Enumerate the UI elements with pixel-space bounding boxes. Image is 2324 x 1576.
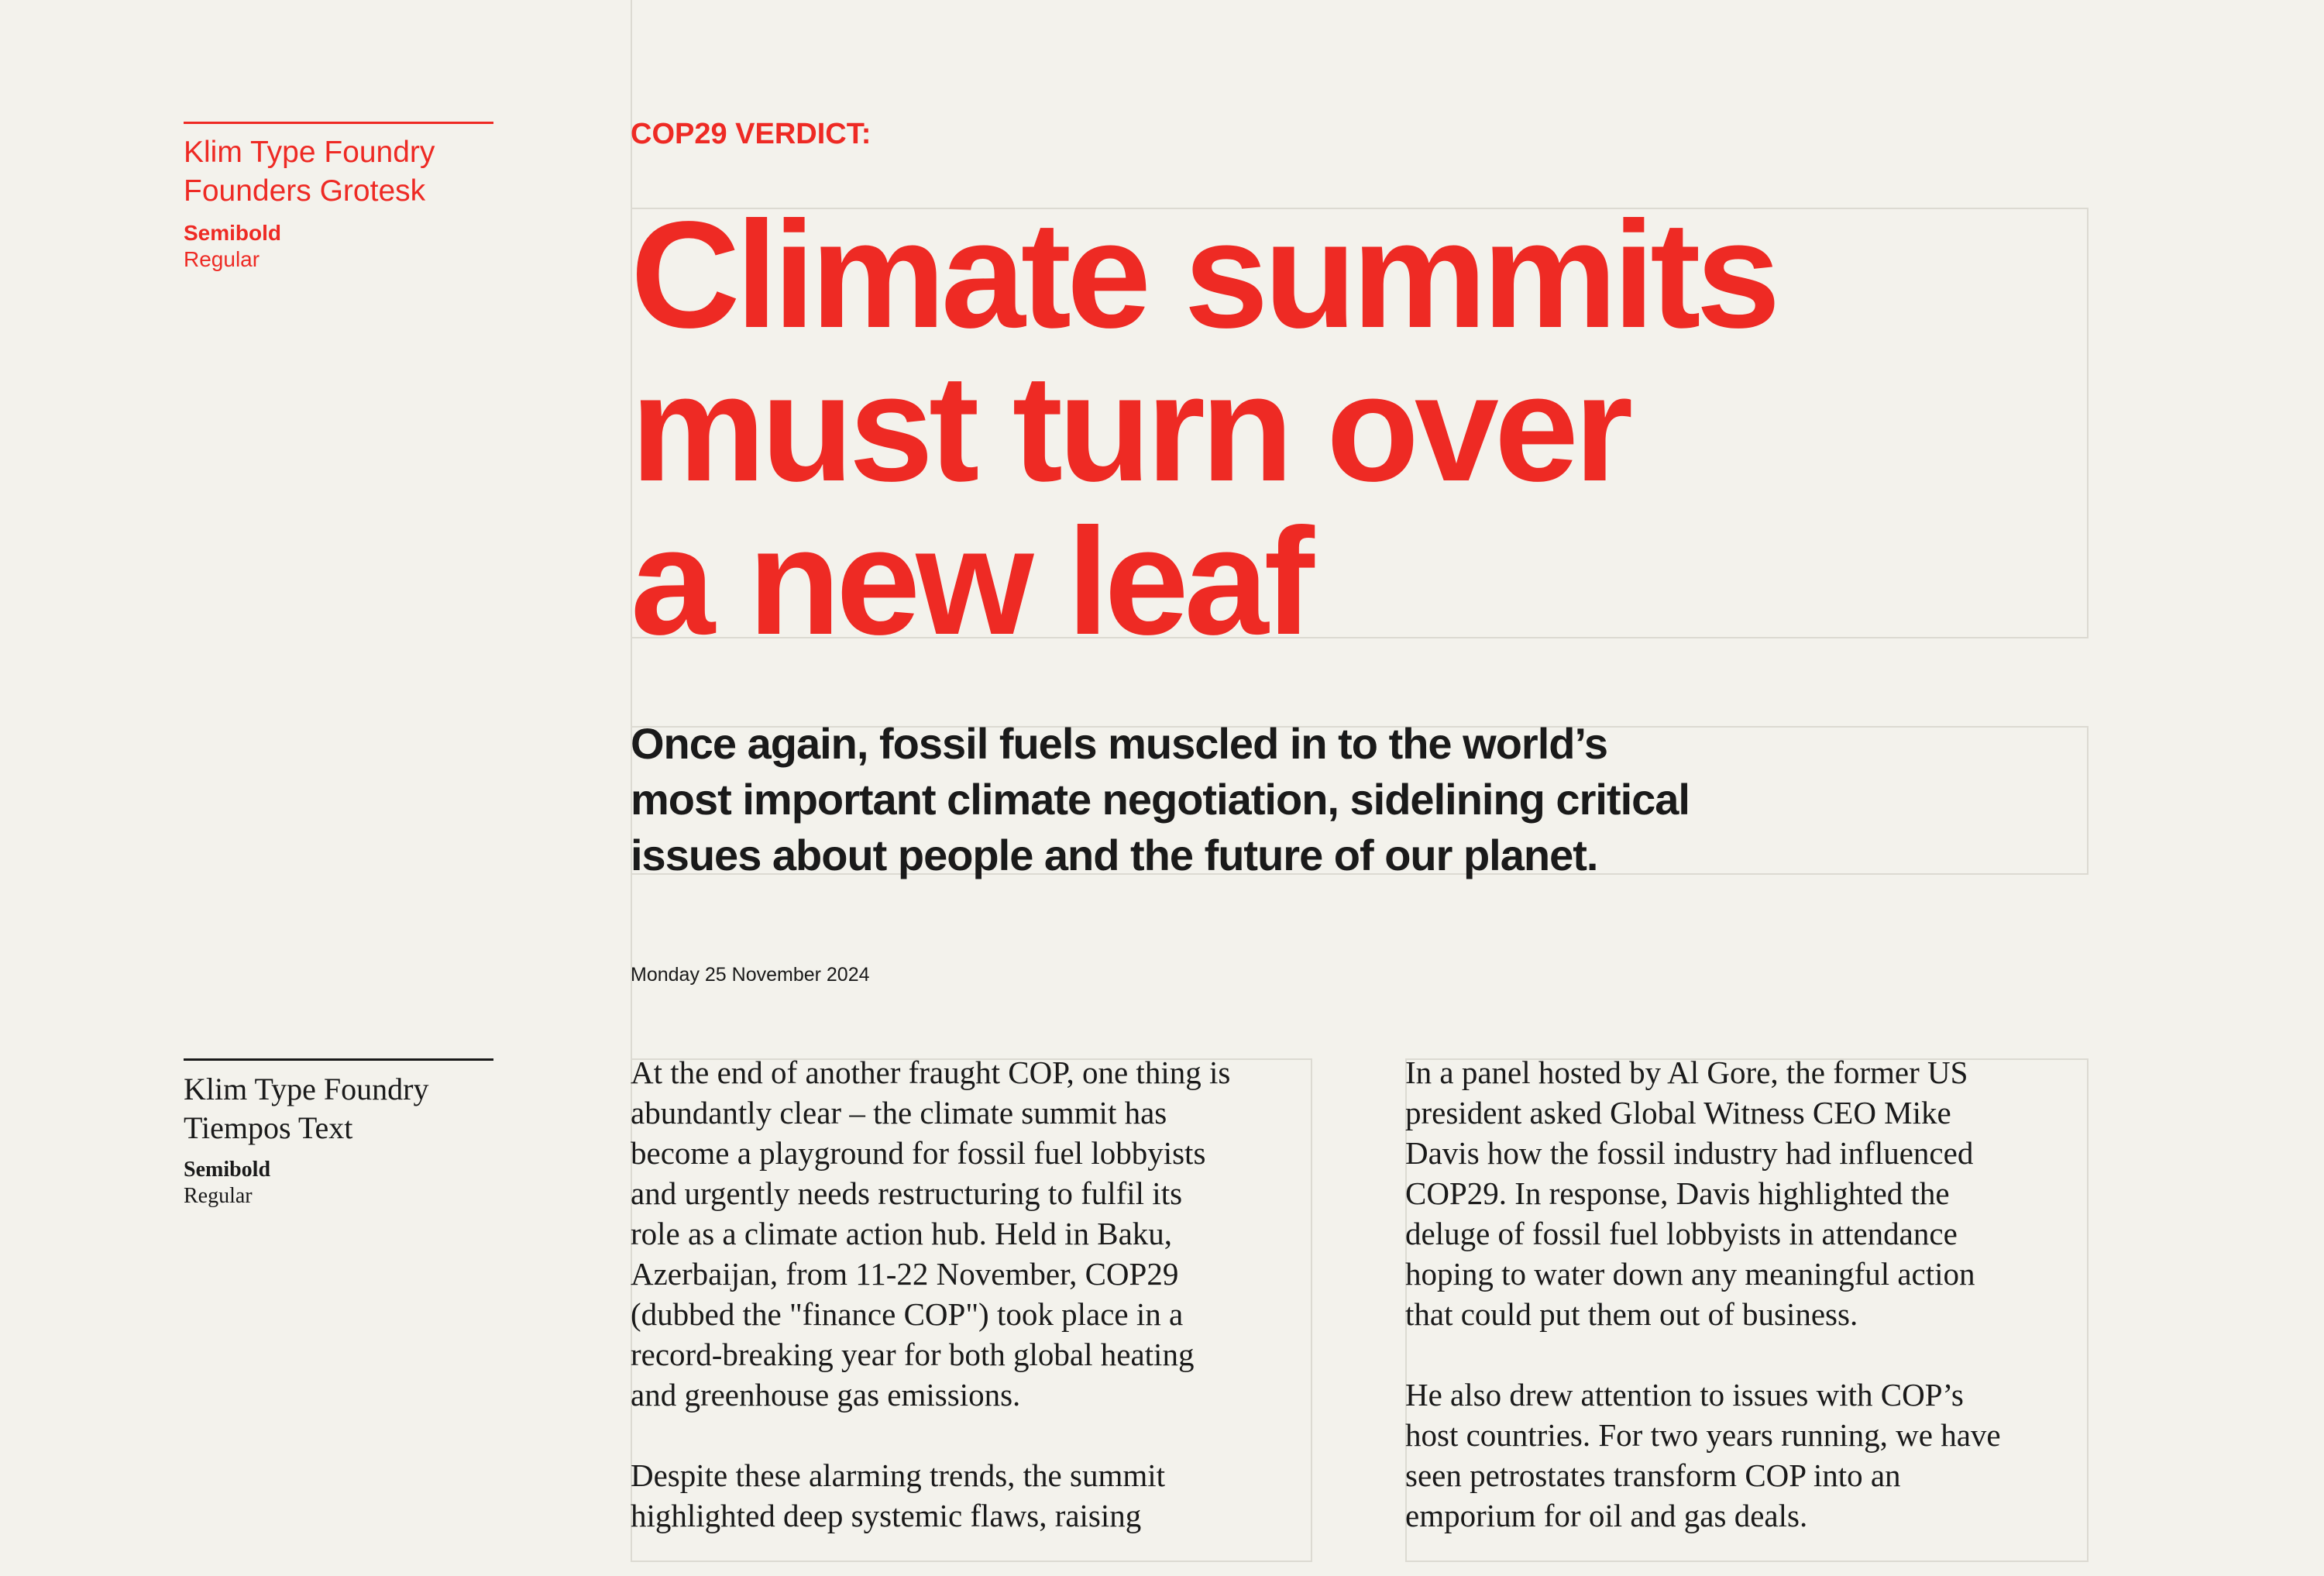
body-text-line: Davis how the fossil industry had influenced (1405, 1135, 1974, 1171)
body-paragraph (1405, 1052, 2087, 1334)
sans-weight-regular: Regular (184, 247, 260, 271)
body-text-line: record-breaking year for both global heating (631, 1337, 1195, 1372)
body-text-line: and urgently needs restructuring to fulfil its (631, 1175, 1183, 1211)
body-text-line: president asked Global Witness CEO Mike (1405, 1095, 1951, 1130)
body-text-line: role as a climate action hub. Held in Baku, (631, 1216, 1173, 1251)
body-paragraph (631, 1052, 1312, 1415)
body-text-line: Azerbaijan, from 11-22 November, COP29 (631, 1256, 1179, 1292)
sans-weight-semibold: Semibold (184, 221, 282, 245)
serif-family-name: Tiempos Text (184, 1110, 353, 1145)
standfirst-line: issues about people and the future of our planet. (631, 831, 1598, 879)
standfirst-line: most important climate negotiation, sidelining critical (631, 775, 1690, 824)
body-text-line: highlighted deep systemic flaws, raising (631, 1498, 1142, 1533)
article-body-right-column (1405, 1052, 2087, 1576)
body-text-line: that could put them out of business. (1405, 1296, 1858, 1332)
headline-line: must turn over (631, 343, 1629, 513)
headline-line: Climate summits (631, 190, 1776, 360)
body-text-line: host countries. For two years running, we have (1405, 1417, 2001, 1453)
article-headline (631, 190, 2087, 666)
body-text-line: hoping to water down any meaningful action (1405, 1256, 1975, 1292)
article-kicker: COP29 VERDICT: (631, 118, 871, 150)
serif-foundry-name: Klim Type Foundry (184, 1072, 429, 1106)
headline-line: a new leaf (631, 497, 1310, 666)
serif-weight-semibold: Semibold (184, 1158, 271, 1182)
body-text-line: seen petrostates transform COP into an (1405, 1457, 1901, 1493)
article-standfirst (631, 716, 2087, 883)
body-paragraph (1405, 1375, 2087, 1536)
body-text-line: deluge of fossil fuel lobbyists in attendance (1405, 1216, 1958, 1251)
body-text-line: Despite these alarming trends, the summit (631, 1457, 1166, 1493)
sans-font-specimen (184, 122, 493, 273)
standfirst-line: Once again, fossil fuels muscled in to the world’s (631, 719, 1608, 768)
body-text-line: abundantly clear – the climate summit has (631, 1095, 1167, 1130)
body-text-line: He also drew attention to issues with COP’s (1405, 1377, 1964, 1413)
body-text-line: become a playground for fossil fuel lobbyists (631, 1135, 1206, 1171)
body-text-line: emporium for oil and gas deals. (1405, 1498, 1808, 1533)
sans-foundry-name: Klim Type Foundry (184, 136, 435, 169)
body-text-line: At the end of another fraught COP, one thing is (631, 1055, 1231, 1090)
serif-weight-regular: Regular (184, 1184, 253, 1208)
body-text-line: and greenhouse gas emissions. (631, 1377, 1021, 1413)
article-body-left-column (631, 1052, 1312, 1576)
article-date: Monday 25 November 2024 (631, 964, 870, 986)
body-text-line: COP29. In response, Davis highlighted the (1405, 1175, 1950, 1211)
body-text-line: In a panel hosted by Al Gore, the former US (1405, 1055, 1968, 1090)
sans-family-name: Founders Grotesk (184, 174, 426, 208)
serif-font-specimen (184, 1058, 493, 1210)
body-text-line: (dubbed the "finance COP") took place in a (631, 1296, 1184, 1332)
body-paragraph (631, 1455, 1312, 1536)
